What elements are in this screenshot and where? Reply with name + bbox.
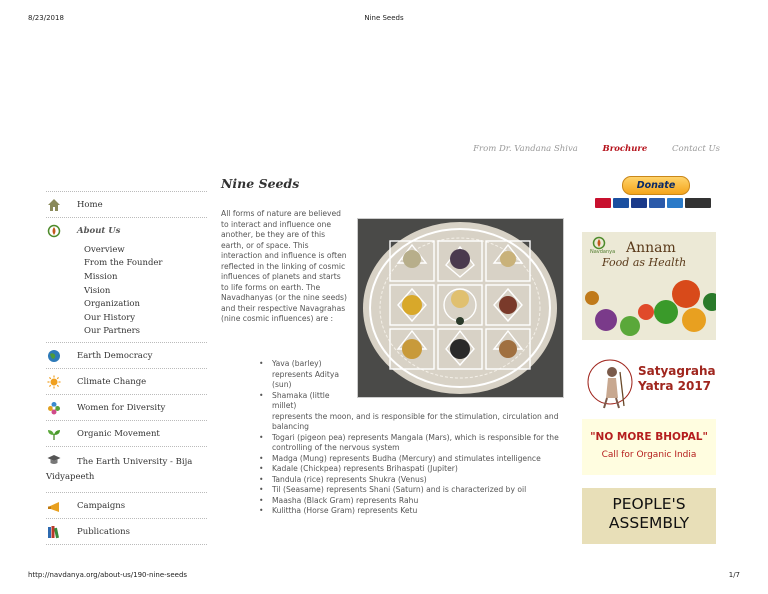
main-content: [221, 176, 576, 515]
peoples-assembly-line-2: ASSEMBLY: [608, 514, 690, 532]
sidebar: [46, 191, 207, 545]
megaphone-icon: [47, 499, 61, 513]
topnav-contact-link[interactable]: Contact Us: [672, 144, 720, 154]
satyagraha-banner[interactable]: [582, 352, 716, 412]
list-item-text: • Shamaka (little millet): [272, 390, 330, 410]
list-item-text: Maasha (Black Gram) represents Rahu: [272, 495, 419, 505]
donate-button[interactable]: Donate: [622, 176, 690, 195]
page-title: Nine Seeds: [221, 176, 300, 191]
subnav-organization[interactable]: Organization: [84, 299, 141, 310]
list-item-text: • Yava (barley) represents Aditya (sun): [272, 359, 339, 389]
organic-india-subtitle: Call for Organic India: [601, 450, 697, 460]
visa-electron-icon: [649, 198, 665, 208]
satyagraha-line-1: Satyagraha: [638, 364, 716, 378]
flower-icon: [47, 401, 61, 415]
sidebar-item-about[interactable]: [46, 218, 207, 243]
sidebar-item-climate-change[interactable]: [46, 369, 207, 394]
sidebar-item-earth-university[interactable]: [46, 447, 207, 492]
books-icon: [47, 525, 61, 539]
peoples-assembly-banner[interactable]: [582, 488, 716, 544]
satyagraha-title: [638, 364, 716, 394]
list-item-text: Togari (pigeon pea) represents Mangala (Mars), which is responsible for the controlling of the nervous system: [272, 432, 559, 452]
list-item-text: Til (Seasame) represents Shani (Saturn) and is characterized by oil: [272, 485, 527, 494]
visa-icon: [631, 198, 647, 208]
list-item: [257, 506, 577, 517]
top-nav: [451, 144, 720, 154]
list-item-text: Tandula (rice) represents Shukra (Venus): [272, 474, 427, 484]
topnav-brochure-link[interactable]: Brochure: [602, 144, 648, 154]
satyagraha-line-2: Yatra 2017: [638, 379, 712, 393]
subnav-founder[interactable]: From the Founder: [84, 258, 163, 269]
sidebar-item-women-diversity[interactable]: [46, 395, 207, 420]
peoples-assembly-line-1: PEOPLE'S: [612, 495, 686, 513]
gandhi-walking-image: [586, 358, 634, 410]
print-url: http://navdanya.org/about-us/190-nine-seeds: [28, 571, 188, 579]
no-more-bhopal-banner[interactable]: [582, 419, 716, 475]
sidebar-item-label: Publications: [77, 527, 130, 538]
sidebar-item-label: Climate Change: [77, 377, 147, 388]
annam-title: Annam: [626, 240, 676, 256]
sidebar-item-earth-democracy[interactable]: [46, 343, 207, 368]
peoples-assembly-title: [582, 495, 716, 533]
annam-banner[interactable]: [582, 232, 716, 340]
sidebar-item-label: Home: [77, 200, 103, 210]
sprout-icon: [47, 427, 61, 441]
maestro-icon: [613, 198, 629, 208]
nine-seeds-list: [257, 359, 577, 517]
list-item: [257, 391, 577, 433]
subnav-history[interactable]: Our History: [84, 312, 136, 323]
globe-icon: [47, 349, 61, 363]
list-item: [257, 485, 577, 496]
sidebar-item-campaigns[interactable]: [46, 493, 207, 518]
list-item: [257, 496, 577, 507]
list-item: [257, 475, 577, 486]
list-item-continuation: represents the moon, and is responsible for the stimulation, circulation and balancing: [272, 411, 559, 431]
list-item: [257, 359, 577, 391]
navdanya-logo-icon: [592, 236, 606, 250]
annam-brand: Navdanya: [590, 249, 616, 255]
sidebar-item-publications[interactable]: [46, 519, 207, 544]
print-page-number: 1/7: [728, 571, 740, 579]
subnav-overview[interactable]: Overview: [84, 244, 125, 255]
graduation-cap-icon: [47, 453, 61, 467]
leaf-circle-icon: [47, 224, 61, 238]
house-icon: [47, 198, 61, 212]
list-item-text: Madga (Mung) represents Budha (Mercury) and stimulates intelligence: [272, 453, 541, 463]
list-item-text: Kadale (Chickpea) represents Brihaspati (Jupiter): [272, 464, 458, 473]
sidebar-item-label: Organic Movement: [77, 429, 160, 440]
print-date: 8/23/2018: [28, 14, 64, 22]
sidebar-item-label: Earth Democracy: [77, 351, 153, 362]
vegetables-image: [582, 272, 716, 340]
list-item-text: Kulittha (Horse Gram) represents Ketu: [272, 506, 418, 515]
topnav-founder-link[interactable]: From Dr. Vandana Shiva: [473, 144, 578, 154]
intro-paragraph: All forms of nature are believed to interact and influence one another, be they are of this earth, or of space. This interaction and influence is often reflected in the linking of cosmic influences of planets and starts to life forms on earth. The Navadhanyas (or the nine seeds) and their respective Navagrahas (nine cosmic influences) are :: [221, 209, 347, 323]
sidebar-item-organic-movement[interactable]: [46, 421, 207, 446]
sidebar-item-label: Campaigns: [77, 501, 126, 512]
list-item: [257, 464, 577, 475]
payment-cards: [595, 198, 712, 208]
about-subnav: [46, 243, 207, 342]
annam-subtitle: Food as Health: [602, 256, 687, 269]
sidebar-item-label: About Us: [77, 226, 121, 236]
sidebar-item-home[interactable]: [46, 192, 207, 217]
print-title: Nine Seeds: [364, 14, 404, 22]
mastercard-icon: [595, 198, 611, 208]
subnav-mission[interactable]: Mission: [84, 271, 118, 282]
list-item: [257, 433, 577, 454]
sidebar-item-label: The Earth University - Bija Vidyapeeth: [46, 457, 193, 483]
sun-icon: [47, 375, 61, 389]
direct-debit-icon: [685, 198, 711, 208]
no-more-bhopal-title: "NO MORE BHOPAL": [590, 431, 708, 443]
sidebar-item-label: Women for Diversity: [77, 403, 166, 414]
subnav-partners[interactable]: Our Partners: [84, 326, 141, 337]
subnav-vision[interactable]: Vision: [84, 285, 111, 296]
amex-icon: [667, 198, 683, 208]
list-item: [257, 454, 577, 465]
